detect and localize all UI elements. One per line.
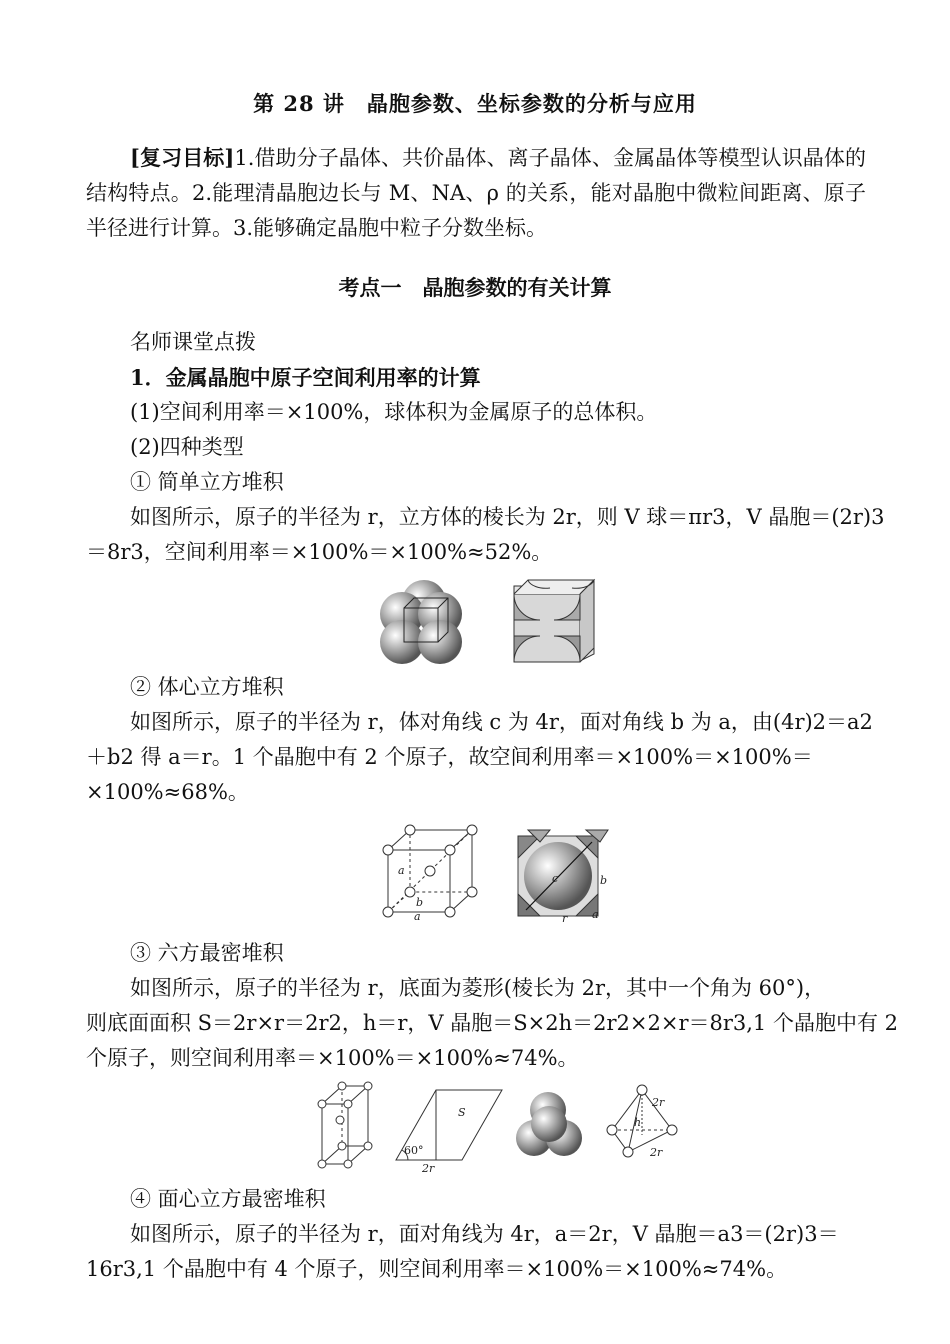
label-h: h — [634, 1116, 642, 1129]
tetrahedron — [607, 1085, 677, 1159]
review-text: 1.借助分子晶体、共价晶体、离子晶体、金属晶体等模型认识晶体的结构特点。2.能理清晶胞边长与 M、NA、ρ 的关系，能对晶胞中微粒间距离、原子半径进行计算。3.能够确定晶胞中粒子分数坐标。 — [86, 146, 866, 240]
hcp-prism — [318, 1082, 372, 1168]
review-tag: [复习目标] — [130, 145, 235, 170]
label-2r-top: 2r — [652, 1096, 665, 1109]
label-a-bottom: a — [414, 910, 421, 922]
type-3-line-1: 如图所示，原子的半径为 r，底面为菱形(棱长为 2r，其中一个角为 60°)， — [130, 976, 826, 1000]
type-1-name: ① 简单立方堆积 — [130, 470, 284, 494]
label-b-right: b — [600, 874, 608, 887]
body-centered-cubic-figure — [378, 822, 618, 927]
hcp-figure — [312, 1080, 692, 1179]
item-2: (2)四种类型 — [130, 435, 244, 459]
type-4-name: ④ 面心立方最密堆积 — [130, 1187, 326, 1211]
cube-with-corner-spheres — [514, 580, 594, 662]
simple-cubic-figure — [378, 574, 608, 671]
label-a-right: a — [592, 908, 599, 921]
label-r: r — [562, 912, 568, 922]
type-4-line-2: 16r3,1 个晶胞中有 4 个原子，则空间利用率＝×100%＝×100%≈74%。 — [86, 1257, 788, 1281]
label-60: 60° — [404, 1144, 424, 1157]
label-S: S — [458, 1106, 466, 1119]
subsection-title: 1．金属晶胞中原子空间利用率的计算 — [130, 365, 481, 390]
bcc-svg — [378, 822, 618, 922]
label-2r: 2r — [422, 1162, 435, 1174]
hcp-spheres — [516, 1092, 582, 1156]
type-3-line-3: 个原子，则空间利用率＝×100%＝×100%≈74%。 — [86, 1046, 579, 1070]
type-1-line-1: 如图所示，原子的半径为 r，立方体的棱长为 2r，则 V 球＝πr3，V 晶胞＝(2r)3 — [130, 505, 885, 529]
type-3-line-2: 则底面面积 S＝2r×r＝2r2，h＝r，V 晶胞＝S×2h＝2r2×2×r＝8r3,1 个晶胞中有 2 — [86, 1011, 898, 1035]
review-objectives — [86, 140, 866, 246]
section-heading: 考点一 晶胞参数的有关计算 — [338, 275, 612, 300]
type-2-line-2: ＋b2 得 a＝r。1 个晶胞中有 2 个原子，故空间利用率＝×100%＝×100%＝ — [86, 745, 813, 769]
type-3-name: ③ 六方最密堆积 — [130, 941, 284, 965]
type-4-line-1: 如图所示，原子的半径为 r，面对角线为 4r，a＝2r，V 晶胞＝a3＝(2r)3＝ — [130, 1222, 839, 1246]
label-2r-bottom: 2r — [650, 1146, 663, 1159]
type-2-line-3: ×100%≈68%。 — [86, 780, 249, 804]
label-b: b — [416, 896, 424, 909]
section-label: 名师课堂点拨 — [130, 330, 256, 354]
type-2-name: ② 体心立方堆积 — [130, 675, 284, 699]
simple-cubic-svg — [378, 574, 608, 666]
type-2-line-1: 如图所示，原子的半径为 r，体对角线 c 为 4r，面对角线 b 为 a，由(4r)2＝a2 — [130, 710, 873, 734]
item-1: (1)空间利用率＝×100%，球体积为金属原子的总体积。 — [130, 400, 658, 424]
hcp-svg — [312, 1080, 692, 1174]
bcc-cutaway-model — [518, 830, 608, 922]
type-1-line-2: ＝8r3，空间利用率＝×100%＝×100%≈52%。 — [86, 540, 553, 564]
rhombus-base — [396, 1090, 502, 1174]
label-a: a — [398, 864, 405, 877]
label-c: c — [552, 872, 559, 885]
page-title: 第 28 讲 晶胞参数、坐标参数的分析与应用 — [253, 91, 697, 116]
